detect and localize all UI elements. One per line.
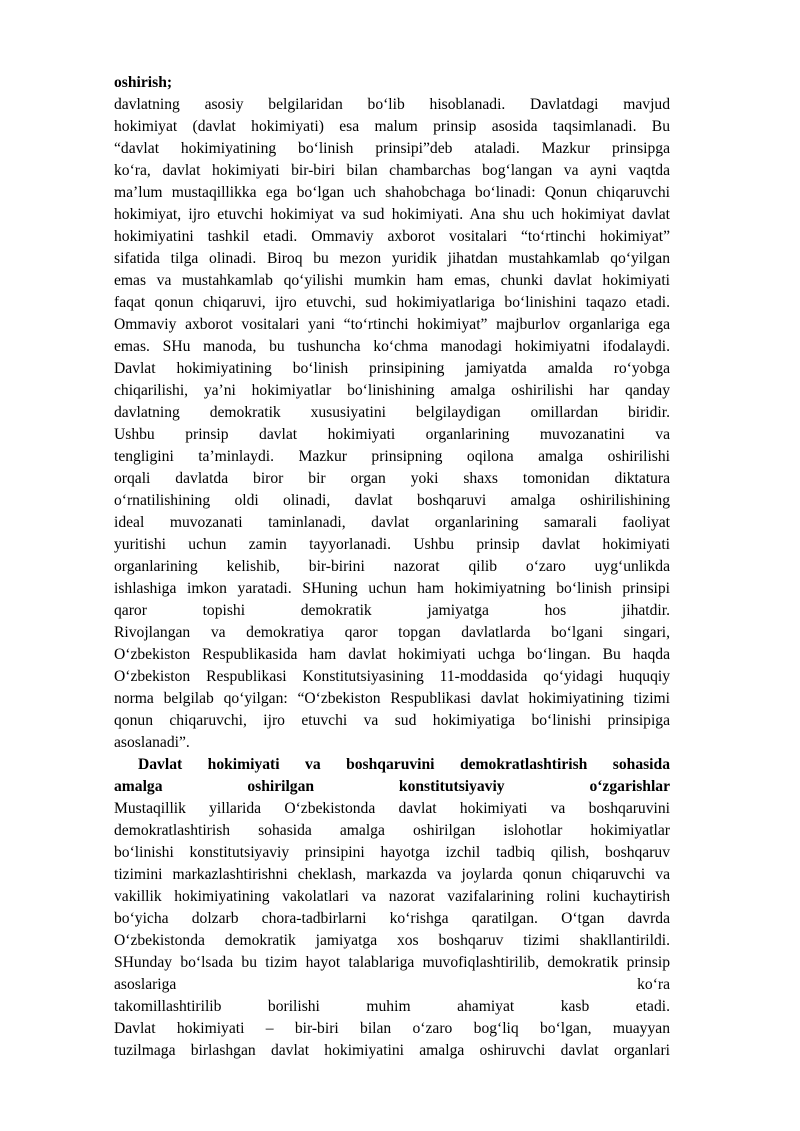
text-line: O‘zbekiston Respublikasi Konstitutsiyasining 11-moddasida qo‘yidagi huquqiy: [114, 668, 670, 685]
text-line: bo‘yicha dolzarb chora-tadbirlarni ko‘rishga qaratilgan. O‘tgan davrda: [114, 910, 670, 927]
text-line: SHunday bo‘lsada bu tizim hayot talablariga muvofiqlashtirilib, demokratik prinsip: [114, 954, 670, 971]
text-line: ideal muvozanati taminlanadi, davlat organlarining samarali faoliyat: [114, 514, 670, 531]
text-line: davlatning asosiy belgilaridan bo‘lib hisoblanadi. Davlatdagi mavjud: [114, 96, 670, 113]
text-line: davlatning demokratik xususiyatini belgilaydigan omillardan biridir.: [114, 404, 670, 421]
text-line: bo‘linishi konstitutsiyaviy prinsipini hayotga izchil tadbiq qilish, boshqaruv: [114, 844, 670, 861]
text-line: amalga oshirilgan konstitutsiyaviy o‘zgarishlar: [114, 778, 670, 795]
section-heading: [114, 754, 670, 798]
text-line: Davlat hokimiyati va boshqaruvini demokratlashtirish sohasida: [138, 756, 670, 773]
text-line: Rivojlangan va demokratiya qaror topgan davlatlarda bo‘lgani singari,: [114, 624, 670, 641]
text-line: “davlat hokimiyatining bo‘linish prinsipi”deb ataladi. Mazkur prinsipga: [114, 140, 670, 157]
text-line: norma belgilab qo‘yilgan: “O‘zbekiston Respublikasi davlat hokimiyatining tizimi: [114, 690, 670, 707]
text-line: Ushbu prinsip davlat hokimiyati organlarining muvozanatini va: [114, 426, 670, 443]
text-line: organlarining kelishib, bir-birini nazorat qilib o‘zaro uyg‘unlikda: [114, 558, 670, 575]
text-line: faqat qonun chiqaruvi, ijro etuvchi, sud hokimiyatlariga bo‘linishini taqazo etadi.: [114, 294, 670, 311]
text-line: ishlashiga imkon yaratadi. SHuning uchun ham hokimiyatning bo‘linish prinsipi: [114, 580, 670, 597]
text-line: qonun chiqaruvchi, ijro etuvchi va sud hokimiyatiga bo‘linishi prinsipiga: [114, 712, 670, 729]
text-line: qaror topishi demokratik jamiyatga hos jihatdir.: [114, 602, 670, 619]
text-line: hokimiyat (davlat hokimiyati) esa malum prinsip asosida taqsimlanadi. Bu: [114, 118, 670, 135]
top-heading: oshirish;: [114, 74, 173, 91]
text-line: emas va mustahkamlab qo‘yilishi mumkin ham emas, chunki davlat hokimiyati: [114, 272, 670, 289]
text-line: emas. SHu manoda, bu tushuncha ko‘chma manodagi hokimiyatni ifodalaydi.: [114, 338, 670, 355]
text-line: chiqarilishi, ya’ni hokimiyatlar bo‘linishining amalga oshirilishi har qanday: [114, 382, 670, 399]
text-line: Davlat hokimiyatining bo‘linish prinsipining jamiyatda amalda ro‘yobga: [114, 360, 670, 377]
text-line: hokimiyatini tashkil etadi. Ommaviy axborot vositalari “to‘rtinchi hokimiyat”: [114, 228, 670, 245]
text-line: Ommaviy axborot vositalari yani “to‘rtinchi hokimiyat” majburlov organlariga ega: [114, 316, 670, 333]
document-page: [114, 72, 670, 1062]
text-line: sifatida tilga olinadi. Biroq bu mezon yuridik jihatdan mustahkamlab qo‘yilgan: [114, 250, 670, 267]
text-line: demokratlashtirish sohasida amalga oshirilgan islohotlar hokimiyatlar: [114, 822, 670, 839]
text-line: vakillik hokimiyatining vakolatlari va nazorat vazifalarining rolini kuchaytirish: [114, 888, 670, 905]
paragraph-hokimiyat-bolinishi: [114, 94, 670, 754]
text-line: tuzilmaga birlashgan davlat hokimiyatini amalga oshiruvchi davlat organlari: [114, 1042, 670, 1059]
text-line: orqali davlatda biror bir organ yoki shaxs tomonidan diktatura: [114, 470, 670, 487]
text-line: asoslariga ko‘ra: [114, 976, 670, 993]
text-line: tengligini ta’minlaydi. Mazkur prinsipning oqilona amalga oshirilishi: [114, 448, 670, 465]
text-line: o‘rnatilishining oldi olinadi, davlat boshqaruvi amalga oshirilishining: [114, 492, 670, 509]
text-line: takomillashtirilib borilishi muhim ahamiyat kasb etadi.: [114, 998, 670, 1015]
text-line: O‘zbekiston Respublikasida ham davlat hokimiyati uchga bo‘lingan. Bu haqda: [114, 646, 670, 663]
text-line: tizimini markazlashtirishni cheklash, markazda va joylarda qonun chiqaruvchi va: [114, 866, 670, 883]
text-line: Davlat hokimiyati – bir-biri bilan o‘zaro bog‘liq bo‘lgan, muayyan: [114, 1020, 670, 1037]
text-line: O‘zbekistonda demokratik jamiyatga xos boshqaruv tizimi shakllantirildi.: [114, 932, 670, 949]
text-line: ko‘ra, davlat hokimiyati bir-biri bilan chambarchas bog‘langan va ayni vaqtda: [114, 162, 670, 179]
text-line: yuritishi uchun zamin tayyorlanadi. Ushbu prinsip davlat hokimiyati: [114, 536, 670, 553]
text-line: Mustaqillik yillarida O‘zbekistonda davlat hokimiyati va boshqaruvini: [114, 800, 670, 817]
paragraph-islohotlar: [114, 798, 670, 1062]
text-line: asoslanadi”.: [114, 734, 190, 751]
text-line: hokimiyat, ijro etuvchi hokimiyat va sud hokimiyati. Ana shu uch hokimiyat davlat: [114, 206, 670, 223]
text-line: ma’lum mustaqillikka ega bo‘lgan uch shahobchaga bo‘linadi: Qonun chiqaruvchi: [114, 184, 670, 201]
